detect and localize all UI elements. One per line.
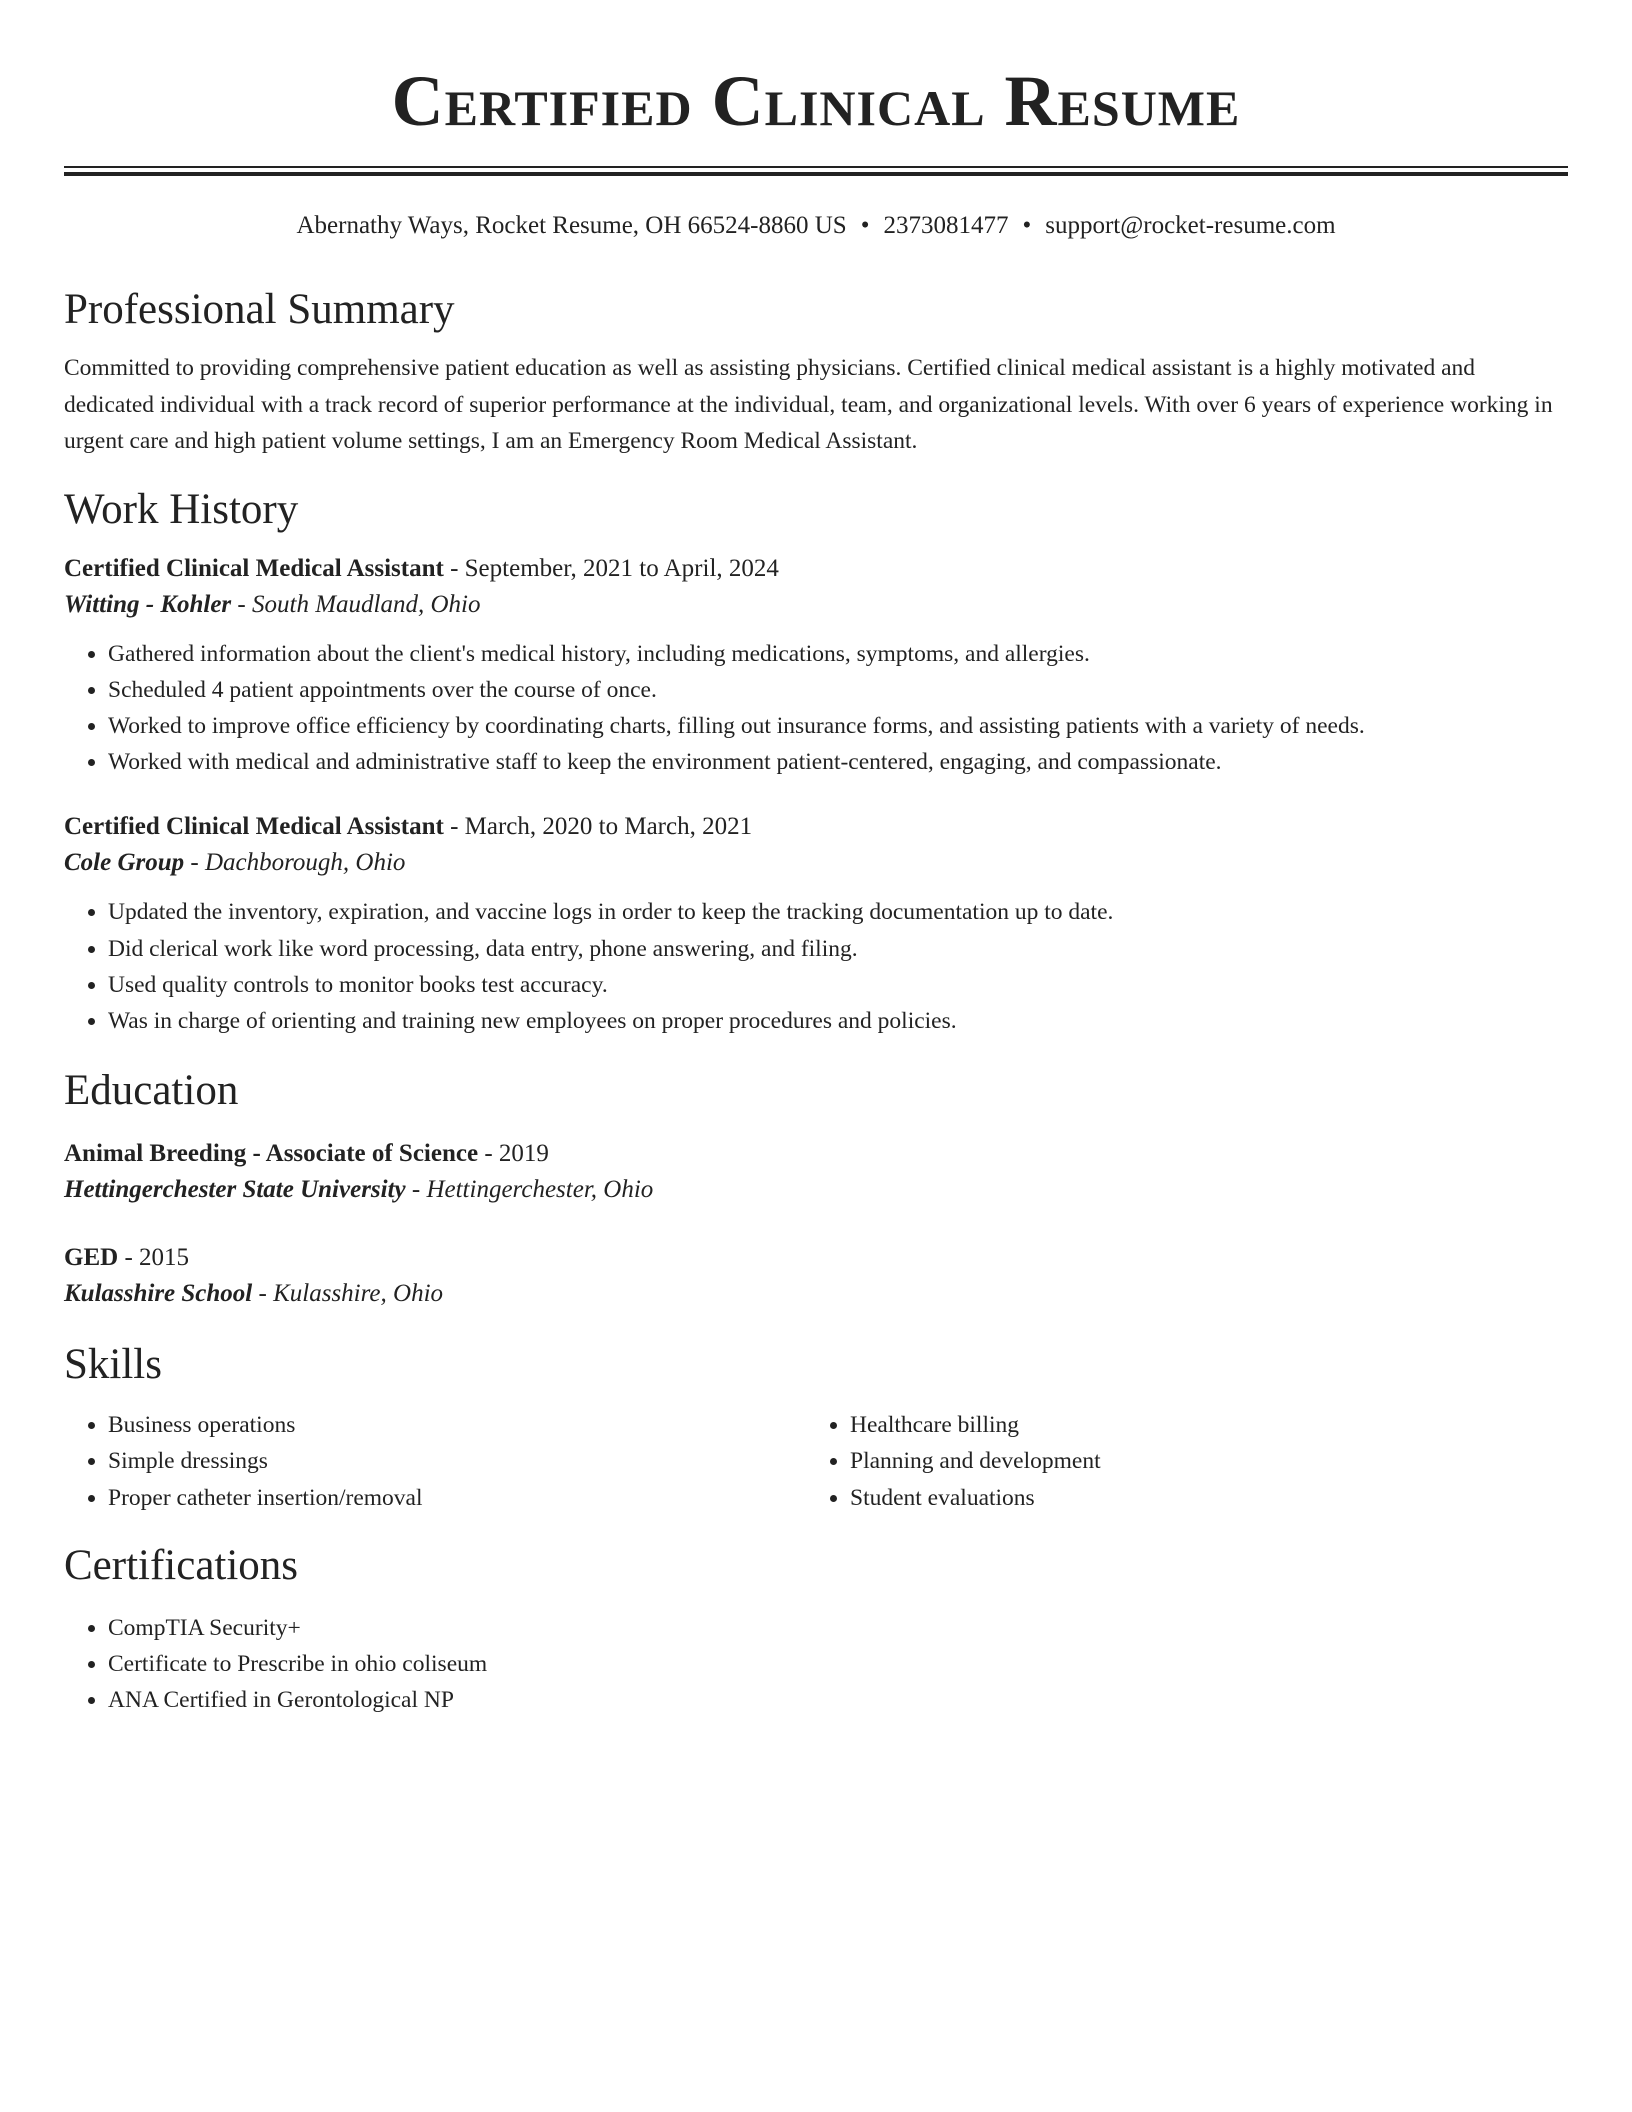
section-heading-work-history: Work History <box>64 485 299 533</box>
education-school-line <box>64 1171 1568 1209</box>
job-bullet-list <box>64 894 1568 1039</box>
skills-column-left <box>64 1407 806 1516</box>
education-degree-line <box>64 1241 1568 1275</box>
contact-separator: • <box>1022 212 1032 239</box>
skills-column-right <box>806 1407 1548 1516</box>
job-bullet-list <box>64 636 1568 781</box>
education-degree-line <box>64 1137 1568 1171</box>
education-degree: Animal Breeding - Associate of Science <box>64 1140 479 1168</box>
skills-columns <box>64 1407 1568 1516</box>
job-title-line <box>64 810 1568 844</box>
skill-item: • Planning and development <box>850 1443 1548 1479</box>
job-bullet: • Worked to improve office efficiency by coordinating charts, filling out insurance forms, and assisting patients with a variety of needs. <box>108 708 1568 744</box>
job-title: Certified Clinical Medical Assistant <box>64 813 444 841</box>
contact-email[interactable]: support@rocket-resume.com <box>1045 212 1336 239</box>
job-location: - South Maudland, Ohio <box>231 590 481 618</box>
skills-list <box>64 1407 806 1516</box>
education-year: - 2019 <box>478 1140 549 1168</box>
job-bullet: • Scheduled 4 patient appointments over the course of once. <box>108 672 1568 708</box>
job-dates: - September, 2021 to April, 2024 <box>443 554 779 582</box>
job-bullet: • Did clerical work like word processing, data entry, phone answering, and filing. <box>108 931 1568 967</box>
education-location: - Kulasshire, Ohio <box>252 1280 444 1308</box>
certification-item: • CompTIA Security+ <box>108 1610 1568 1646</box>
section-heading-summary: Professional Summary <box>64 286 455 333</box>
job-company: Cole Group <box>64 849 185 877</box>
skill-item: • Proper catheter insertion/removal <box>108 1480 806 1516</box>
education-school-line <box>64 1275 1568 1313</box>
skills-list <box>806 1407 1548 1516</box>
education-location: - Hettingerchester, Ohio <box>405 1176 654 1204</box>
section-heading-certifications: Certifications <box>64 1541 299 1589</box>
job-location: - Dachborough, Ohio <box>184 849 406 877</box>
education-degree: GED <box>64 1244 119 1272</box>
certification-item: • Certificate to Prescribe in ohio coliseum <box>108 1646 1568 1682</box>
job-bullet: • Worked with medical and administrative staff to keep the environment patient-centered, engaging, and compassionate. <box>108 744 1568 780</box>
title-divider <box>64 166 1568 176</box>
contact-separator: • <box>860 212 870 239</box>
job-bullet: • Was in charge of orienting and training new employees on proper procedures and policies. <box>108 1003 1568 1039</box>
job-bullet: • Gathered information about the client's medical history, including medications, symptoms, and allergies. <box>108 636 1568 672</box>
job-entry <box>64 810 1568 1039</box>
job-title: Certified Clinical Medical Assistant <box>64 554 444 582</box>
skill-item: • Business operations <box>108 1407 806 1443</box>
skill-item: • Healthcare billing <box>850 1407 1548 1443</box>
section-heading-skills: Skills <box>64 1341 162 1389</box>
education-school: Hettingerchester State University <box>64 1176 406 1204</box>
certification-item: • ANA Certified in Gerontological NP <box>108 1682 1568 1718</box>
job-bullet: • Used quality controls to monitor books test accuracy. <box>108 967 1568 1003</box>
job-company: Witting - Kohler <box>64 590 232 618</box>
summary-text: Committed to providing comprehensive patient education as well as assisting physicians. Certified clinical medical assistant is a highly motivated and dedicated individual with a track record of superior performance at the individual, team, and organizational levels. With over 6 years of experience working in urgent care and high patient volume settings, I am an Emergency Room Medical Assistant. <box>64 355 1553 454</box>
job-entry <box>64 552 1568 781</box>
education-school: Kulasshire School <box>64 1280 253 1308</box>
job-company-line <box>64 844 1568 882</box>
skill-item: • Simple dressings <box>108 1443 806 1479</box>
contact-address: Abernathy Ways, Rocket Resume, OH 66524-8860 US <box>296 212 847 239</box>
certifications-block <box>64 1610 1568 1719</box>
contact-line <box>64 210 1568 242</box>
certifications-list <box>64 1610 1568 1719</box>
section-heading-education: Education <box>64 1067 239 1115</box>
job-company-line <box>64 586 1568 624</box>
job-dates: - March, 2020 to March, 2021 <box>443 813 753 841</box>
resume-title: Certified Clinical Resume <box>391 61 1241 141</box>
skill-item: • Student evaluations <box>850 1480 1548 1516</box>
education-entry <box>64 1137 1568 1209</box>
education-entry <box>64 1241 1568 1313</box>
education-year: - 2015 <box>118 1244 190 1272</box>
contact-phone[interactable]: 2373081477 <box>883 212 1009 239</box>
job-title-line <box>64 552 1568 586</box>
job-bullet: • Updated the inventory, expiration, and vaccine logs in order to keep the tracking documentation up to date. <box>108 894 1568 930</box>
